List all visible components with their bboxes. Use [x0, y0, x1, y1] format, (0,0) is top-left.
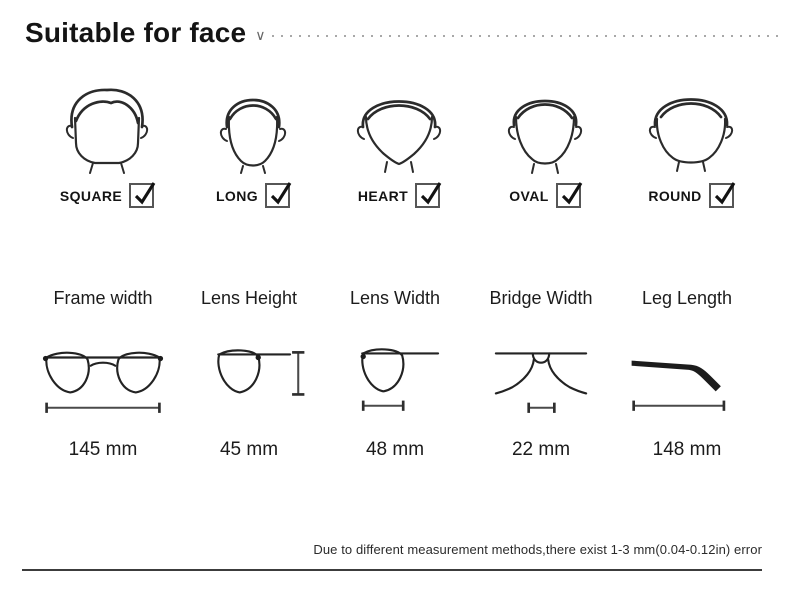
- measurement-value: 145 mm: [68, 439, 138, 460]
- measurements-row: [30, 288, 760, 461]
- measurement-error-note: Due to different measurement methods,there exist 1-3 mm(0.04-0.12in) error: [313, 542, 762, 557]
- measurement-value: 48 mm: [365, 439, 425, 460]
- dotted-divider: [272, 35, 784, 37]
- face-label-row: [60, 183, 154, 208]
- face-shape-oval: [472, 84, 618, 208]
- check-icon: [418, 182, 442, 208]
- square-face-illustration: [57, 84, 157, 174]
- long-face-illustration: [203, 84, 303, 174]
- heart-face-illustration: [349, 84, 449, 174]
- measurement-label: Bridge Width: [489, 288, 593, 308]
- face-label-row: [216, 183, 290, 208]
- lens-width-diagram: [332, 337, 458, 417]
- check-icon: [559, 182, 583, 208]
- face-shape-long: [180, 84, 326, 208]
- bottom-divider: [22, 569, 762, 571]
- face-shape-label: ROUND: [648, 187, 702, 204]
- lens-height-diagram: [186, 337, 312, 417]
- measurement-label: Leg Length: [641, 288, 733, 308]
- face-shape-round: [618, 84, 764, 208]
- round-face-illustration: [641, 84, 741, 174]
- measurement-label: Lens Width: [349, 288, 441, 308]
- check-icon: [132, 182, 156, 208]
- checkbox-checked[interactable]: [129, 183, 154, 208]
- leg-length-diagram: [624, 337, 750, 417]
- measurement-value: 22 mm: [511, 439, 571, 460]
- bridge-width-diagram: [478, 337, 604, 417]
- face-shape-label: HEART: [357, 187, 409, 204]
- face-shape-square: [34, 84, 180, 208]
- measurement-label: Lens Height: [200, 288, 298, 308]
- measurement-lens-width: [322, 288, 468, 461]
- measurement-bridge-width: [468, 288, 614, 461]
- oval-face-illustration: [495, 84, 595, 174]
- measurement-value: 148 mm: [652, 439, 722, 460]
- check-icon: [268, 182, 292, 208]
- measurement-label: Frame width: [53, 288, 153, 308]
- checkbox-checked[interactable]: [415, 183, 440, 208]
- measurement-lens-height: [176, 288, 322, 461]
- checkbox-checked[interactable]: [265, 183, 290, 208]
- frame-width-diagram: [40, 337, 166, 417]
- section-header: [25, 16, 784, 50]
- face-shape-heart: [326, 84, 472, 208]
- face-shape-label: SQUARE: [59, 187, 123, 204]
- face-shapes-row: [34, 84, 764, 208]
- checkbox-checked[interactable]: [556, 183, 581, 208]
- face-label-row: [648, 183, 733, 208]
- chevron-down-icon[interactable]: ∨: [255, 27, 266, 43]
- measurement-frame-width: [30, 288, 176, 461]
- checkbox-checked[interactable]: [709, 183, 734, 208]
- face-label-row: [509, 183, 580, 208]
- face-label-row: [358, 183, 440, 208]
- check-icon: [712, 182, 736, 208]
- measurement-value: 45 mm: [219, 439, 279, 460]
- measurement-leg-length: [614, 288, 760, 461]
- face-shape-label: LONG: [215, 187, 259, 204]
- face-shape-label: OVAL: [509, 187, 549, 204]
- page-title: Suitable for face: [25, 17, 247, 48]
